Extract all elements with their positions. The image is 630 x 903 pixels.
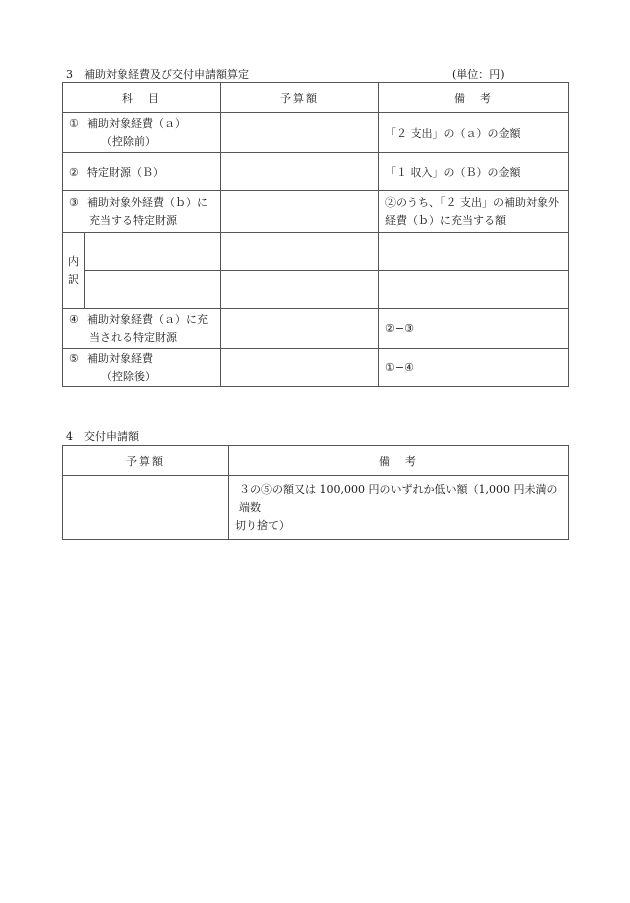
row5-label-line2: （控除後） <box>101 369 156 383</box>
header-budget: 予算額 <box>221 83 379 113</box>
row4-budget[interactable] <box>221 309 379 349</box>
table-row <box>63 153 569 191</box>
s4-header-budget: 予算額 <box>63 446 229 476</box>
breakdown1-remarks[interactable] <box>379 233 569 271</box>
breakdown2-remarks[interactable] <box>379 271 569 309</box>
table-row <box>63 113 569 153</box>
application-amount-table <box>62 445 569 540</box>
row5-label-line1: 補助対象経費 <box>87 351 153 365</box>
row3-remarks-line2: 経費（ｂ）に充当する額 <box>385 213 506 227</box>
row4-label <box>63 309 221 349</box>
row3-num: ③ <box>69 195 79 209</box>
table-row <box>63 191 569 233</box>
row3-budget[interactable] <box>221 191 379 233</box>
breakdown-label-2: 訳 <box>68 272 79 286</box>
s4-remarks-line2: 切り捨て） <box>235 518 290 532</box>
row3-remarks <box>379 191 569 233</box>
row5-budget[interactable] <box>221 349 379 387</box>
section4-title: 4 交付申請額 <box>66 430 139 443</box>
row2-num: ② <box>69 165 79 179</box>
breakdown-label <box>63 233 85 309</box>
row1-budget[interactable] <box>221 113 379 153</box>
section3-title: 3 補助対象経費及び交付申請額算定 <box>66 68 249 81</box>
table-row <box>63 309 569 349</box>
breakdown2-item[interactable] <box>85 271 221 309</box>
breakdown-row <box>63 271 569 309</box>
table-row <box>63 476 569 540</box>
table-header-row <box>63 446 569 476</box>
s4-remarks <box>229 476 569 540</box>
s4-header-remarks: 備 考 <box>229 446 569 476</box>
table-header-row <box>63 83 569 113</box>
row1-label <box>63 113 221 153</box>
breakdown1-budget[interactable] <box>221 233 379 271</box>
breakdown1-item[interactable] <box>85 233 221 271</box>
s4-budget-value[interactable] <box>63 476 229 540</box>
row2-remarks: 「１ 収入」の（Ｂ）の金額 <box>379 153 569 191</box>
row4-remarks: ②−③ <box>379 309 569 349</box>
row2-label-line1: 特定財源（Ｂ） <box>87 165 164 179</box>
row5-label <box>63 349 221 387</box>
row2-budget[interactable] <box>221 153 379 191</box>
row3-label <box>63 191 221 233</box>
row5-num: ⑤ <box>69 351 79 365</box>
breakdown2-budget[interactable] <box>221 271 379 309</box>
table-row <box>63 349 569 387</box>
row3-remarks-line1: ②のうち、「２ 支出」の補助対象外 <box>385 195 559 209</box>
row1-num: ① <box>69 116 79 130</box>
header-item: 科 目 <box>63 83 221 113</box>
s4-remarks-line1: ３の⑤の額又は 100,000 円のいずれか低い額（1,000 円未満の端数 <box>239 482 558 514</box>
row4-num: ④ <box>69 312 79 326</box>
header-remarks: 備 考 <box>379 83 569 113</box>
breakdown-label-1: 内 <box>68 254 79 268</box>
row1-label-line2: （控除前） <box>101 134 156 148</box>
row4-label-line2: 当される特定財源 <box>89 330 177 344</box>
row3-label-line1: 補助対象外経費（ｂ）に <box>87 195 208 209</box>
row1-remarks: 「２ 支出」の（ａ）の金額 <box>379 113 569 153</box>
row3-label-line2: 充当する特定財源 <box>89 213 177 227</box>
row5-remarks: ①−④ <box>379 349 569 387</box>
row4-label-line1: 補助対象経費（ａ）に充 <box>87 312 208 326</box>
cost-calculation-table <box>62 82 569 387</box>
row1-label-line1: 補助対象経費（ａ） <box>87 116 186 130</box>
unit-label: (単位：円) <box>452 68 505 81</box>
row2-label <box>63 153 221 191</box>
breakdown-row <box>63 233 569 271</box>
